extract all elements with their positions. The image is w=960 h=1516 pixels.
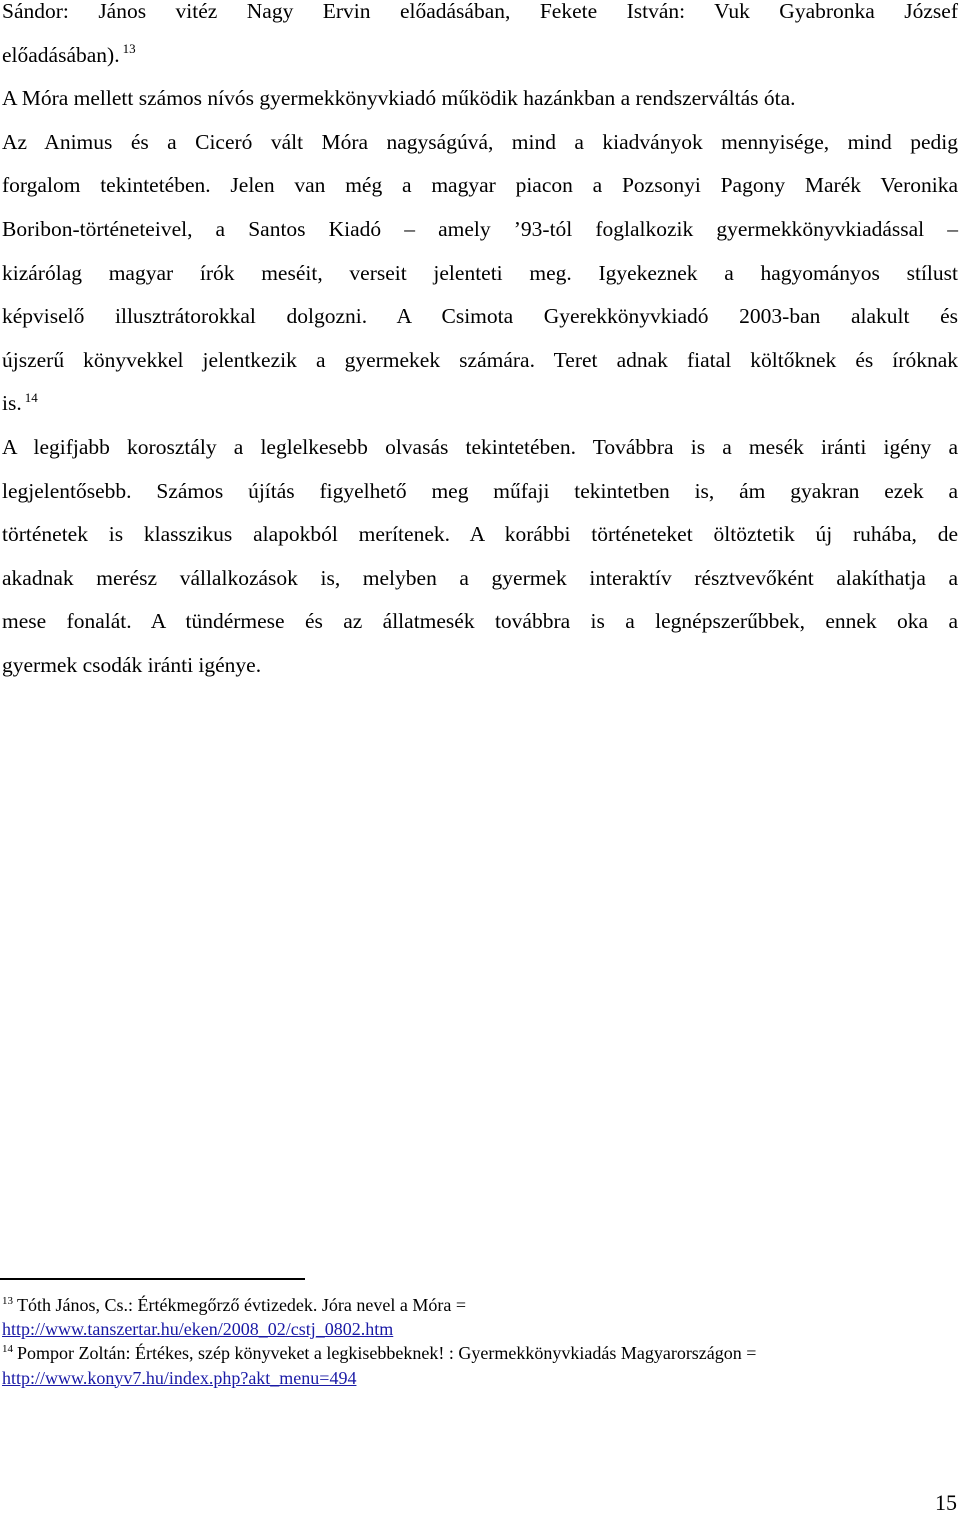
footnote-number: 14 [2, 1343, 13, 1356]
footnote-text: Tóth János, Cs.: Értékmegőrző évtizedek. Jóra nevel a Móra = [17, 1295, 467, 1315]
text-line: forgalom tekintetében. Jelen van még a magyar piacon a Pozsonyi Pagony Marék Veronika [2, 173, 958, 198]
text-line: újszerű könyvekkel jelentkezik a gyermekek számára. Teret adnak fiatal költőknek és íróknak [2, 347, 958, 372]
text-line: A legifjabb korosztály a leglelkesebb olvasás tekintetében. Továbbra is a mesék iránti igény a [2, 434, 958, 459]
text-line: gyermek csodák iránti igénye. [2, 652, 262, 677]
footnote-link[interactable]: http://www.tanszertar.hu/eken/2008_02/cstj_0802.htm [2, 1319, 394, 1340]
text-line [2, 382, 958, 426]
footnote-14-link-line [2, 1366, 756, 1390]
text-line: képviselő illusztrátorokkal dolgozni. A Csimota Gyerekkönyvkiadó 2003-ban alakult és [2, 304, 958, 329]
footnote-ref-13[interactable]: 13 [122, 41, 136, 57]
text-line-content: is. [2, 391, 22, 416]
text-line-content: előadásában). [2, 42, 120, 67]
footnote-number: 13 [2, 1295, 13, 1307]
text-line [2, 34, 958, 78]
footnote-text: Pompor Zoltán: Értékes, szép könyveket a legkisebbeknek! : Gyermekkönyvkiadás Magyarországon = [17, 1343, 757, 1364]
page-number: 15 [935, 1490, 957, 1515]
text-line: mese fonalát. A tündérmese és az állatmesék továbbra is a legnépszerűbbek, ennek oka a [2, 609, 958, 634]
footnote-separator [0, 1278, 305, 1280]
footnote-13-link-line [2, 1317, 756, 1341]
body-text [2, 0, 958, 688]
text-line: Boribon-történeteivel, a Santos Kiadó – amely ’93-tól foglalkozik gyermekkönyvkiadással – [2, 216, 958, 241]
text-line: legjelentősebb. Számos újítás figyelhető meg műfaji tekintetben is, ám gyakran ezek a [2, 478, 958, 503]
footnote-link[interactable]: http://www.konyv7.hu/index.php?akt_menu=494 [2, 1367, 357, 1388]
footnote-13 [2, 1293, 756, 1317]
text-line: Az Animus és a Ciceró vált Móra nagyságúvá, mind a kiadványok mennyisége, mind pedig [2, 129, 958, 154]
text-line: A Móra mellett számos nívós gyermekkönyvkiadó működik hazánkban a rendszerváltás óta. [2, 86, 796, 111]
text-line: kizárólag magyar írók meséit, verseit jelenteti meg. Igyekeznek a hagyományos stílust [2, 260, 958, 285]
footnote-ref-14[interactable]: 14 [24, 390, 38, 406]
text-line: történetek is klasszikus alapokból merítenek. A korábbi történeteket öltöztetik új ruhába, de [2, 522, 958, 547]
text-line: akadnak merész vállalkozások is, melyben a gyermek interaktív résztvevőként alakíthatja a [2, 565, 958, 590]
text-line: Sándor: János vitéz Nagy Ervin előadásában, Fekete István: Vuk Gyabronka József [2, 0, 958, 23]
footnote-14 [2, 1341, 756, 1365]
footnotes [2, 1293, 756, 1390]
